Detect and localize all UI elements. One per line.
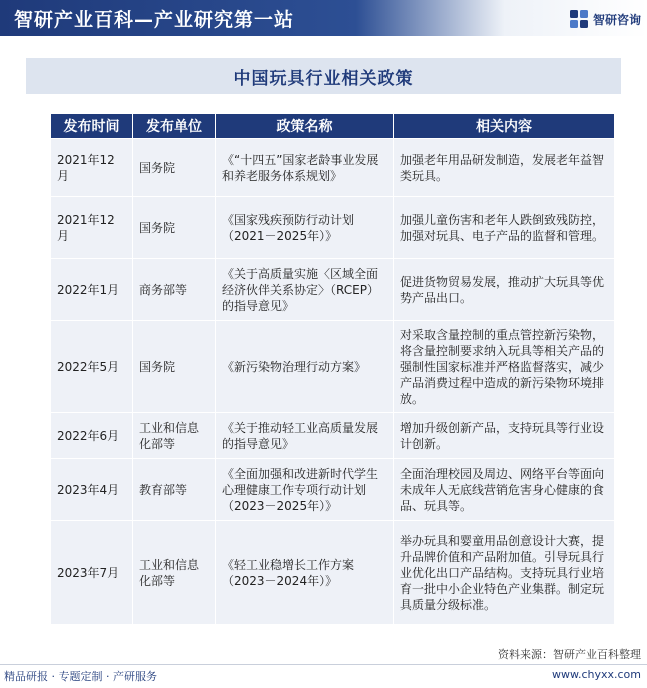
cell-policy-name: 《轻工业稳增长工作方案（2023－2024年）》 [216, 521, 394, 625]
zhiyan-logo-icon [569, 9, 589, 29]
header-bar [0, 0, 647, 36]
cell-time: 2022年6月 [51, 413, 133, 459]
cell-time: 2023年4月 [51, 459, 133, 521]
cell-time: 2022年5月 [51, 321, 133, 413]
table-header-row [51, 114, 615, 139]
cell-org: 国务院 [133, 139, 216, 197]
cell-org: 工业和信息化部等 [133, 413, 216, 459]
table-row [51, 197, 615, 259]
cell-org: 国务院 [133, 321, 216, 413]
brand [569, 9, 641, 29]
source-note: 资料来源：智研产业百科整理 [498, 648, 641, 661]
column-header-name: 政策名称 [216, 114, 394, 139]
table-row [51, 321, 615, 413]
table-row [51, 459, 615, 521]
site-title: 智研产业百科—产业研究第一站 [14, 9, 295, 31]
brand-name: 智研咨询 [592, 12, 641, 27]
policy-table [50, 113, 615, 625]
table-row [51, 413, 615, 459]
cell-policy-name: 《“十四五”国家老龄事业发展和养老服务体系规划》 [216, 139, 394, 197]
cell-content: 加强老年用品研发制造，发展老年益智类玩具。 [394, 139, 615, 197]
table-row [51, 521, 615, 625]
column-header-org: 发布单位 [133, 114, 216, 139]
cell-policy-name: 《全面加强和改进新时代学生心理健康工作专项行动计划（2023－2025年）》 [216, 459, 394, 521]
cell-org: 工业和信息化部等 [133, 521, 216, 625]
page-title: 中国玩具行业相关政策 [233, 68, 414, 89]
cell-content: 举办玩具和婴童用品创意设计大赛，提升品牌价值和产品附加值。引导玩具行业优化出口产品结构。支持玩具行业培育一批中小企业特色产业集群。制定玩具质量分级标准。 [394, 521, 615, 625]
cell-content: 促进货物贸易发展，推动扩大玩具等优势产品出口。 [394, 259, 615, 321]
cell-org: 国务院 [133, 197, 216, 259]
title-band [26, 58, 621, 94]
cell-policy-name: 《关于高质量实施〈区域全面经济伙伴关系协定〉（RCEP）的指导意见》 [216, 259, 394, 321]
cell-policy-name: 《关于推动轻工业高质量发展的指导意见》 [216, 413, 394, 459]
cell-time: 2021年12月 [51, 197, 133, 259]
table-row [51, 139, 615, 197]
cell-policy-name: 《新污染物治理行动方案》 [216, 321, 394, 413]
cell-content: 增加升级创新产品，支持玩具等行业设计创新。 [394, 413, 615, 459]
footer-url: www.chyxx.com [551, 668, 641, 681]
cell-org: 商务部等 [133, 259, 216, 321]
column-header-time: 发布时间 [51, 114, 133, 139]
cell-time: 2023年7月 [51, 521, 133, 625]
footer-divider [0, 664, 647, 665]
table-row [51, 259, 615, 321]
cell-time: 2022年1月 [51, 259, 133, 321]
cell-content: 全面治理校园及周边、网络平台等面向未成年人无底线营销危害身心健康的食品、玩具等。 [394, 459, 615, 521]
cell-time: 2021年12月 [51, 139, 133, 197]
footer-slogan: 精品研报 · 专题定制 · 产研服务 [4, 670, 157, 683]
cell-policy-name: 《国家残疾预防行动计划（2021－2025年）》 [216, 197, 394, 259]
column-header-content: 相关内容 [394, 114, 615, 139]
cell-org: 教育部等 [133, 459, 216, 521]
cell-content: 对采取含量控制的重点管控新污染物，将含量控制要求纳入玩具等相关产品的强制性国家标准并严格监督落实，减少产品消费过程中造成的新污染物环境排放。 [394, 321, 615, 413]
cell-content: 加强儿童伤害和老年人跌倒致残防控，加强对玩具、电子产品的监督和管理。 [394, 197, 615, 259]
